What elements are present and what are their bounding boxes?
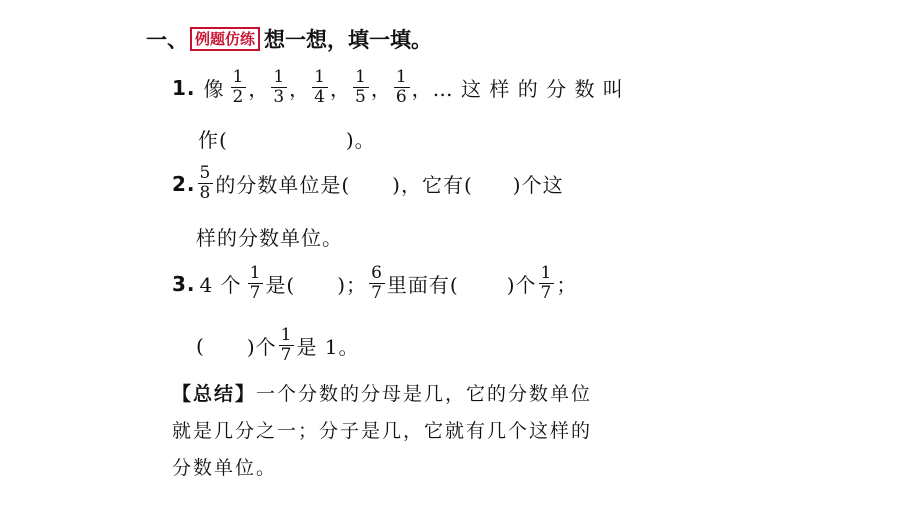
fraction: $\frac{1}{3}$ xyxy=(273,67,286,107)
summary-line-3: 分数单位。 xyxy=(172,457,278,479)
fraction: $\frac{1}{4}$ xyxy=(314,67,326,107)
question-2-number: 2. xyxy=(172,171,196,196)
question-1-number: 1. xyxy=(172,75,196,100)
summary-line-1: 【总结】一个分数的分母是几，它的分数单位 xyxy=(172,383,593,405)
question-1-lead: 像 xyxy=(203,77,225,101)
section-header xyxy=(146,24,432,54)
section-title: 想一想，填一填。 xyxy=(264,28,433,52)
fraction: $\frac{1}{2}$ xyxy=(232,67,245,107)
question-2-line-1: 2. $\frac{5}{8}$ 的分数单位是( )，它有( )个这 xyxy=(172,163,564,203)
question-3-line-1: 3. 4 个 $\frac{1}{7}$ 是( )； $\frac{6}{7}$ 里面有( )个 $\frac{1}{7}$ ； xyxy=(172,263,578,303)
fraction: $\frac{6}{7}$ xyxy=(371,263,383,303)
summary-block xyxy=(172,376,592,487)
question-2-line-2: 样的分数单位。 xyxy=(196,226,343,250)
question-1-line2-end: )。 xyxy=(345,128,376,152)
question-3-line-2: ( )个 $\frac{1}{7}$ 是 1。 xyxy=(196,325,360,365)
fraction: $\frac{5}{8}$ xyxy=(199,163,212,203)
section-tag: 例题仿练 xyxy=(190,27,260,51)
question-1-line-2 xyxy=(198,124,376,153)
summary-line-2: 就是几分之一；分子是几，它就有几个这样的 xyxy=(172,420,593,442)
summary-keyword: 【总结】 xyxy=(172,383,257,405)
fraction: $\frac{1}{5}$ xyxy=(355,67,367,107)
question-3-number: 3. xyxy=(172,271,196,296)
fraction: $\frac{1}{6}$ xyxy=(395,67,408,107)
question-1-tail: ，… 这 样 的 分 数 叫 xyxy=(411,77,624,101)
fraction: $\frac{1}{7}$ xyxy=(249,263,262,303)
fraction: $\frac{1}{7}$ xyxy=(540,263,553,303)
question-1-line-1: 1. 像 $\frac{1}{2}$ ， $\frac{1}{3}$ ， $\frac{1}{4}$ ， $\frac{1}{5}$ ， $\frac{1}{6}$ ，… 这 样 的 分 数 叫 xyxy=(172,67,624,107)
question-1-line2-start: 作( xyxy=(198,128,228,152)
fraction: $\frac{1}{7}$ xyxy=(280,325,293,365)
section-prefix: 一、 xyxy=(146,28,188,52)
